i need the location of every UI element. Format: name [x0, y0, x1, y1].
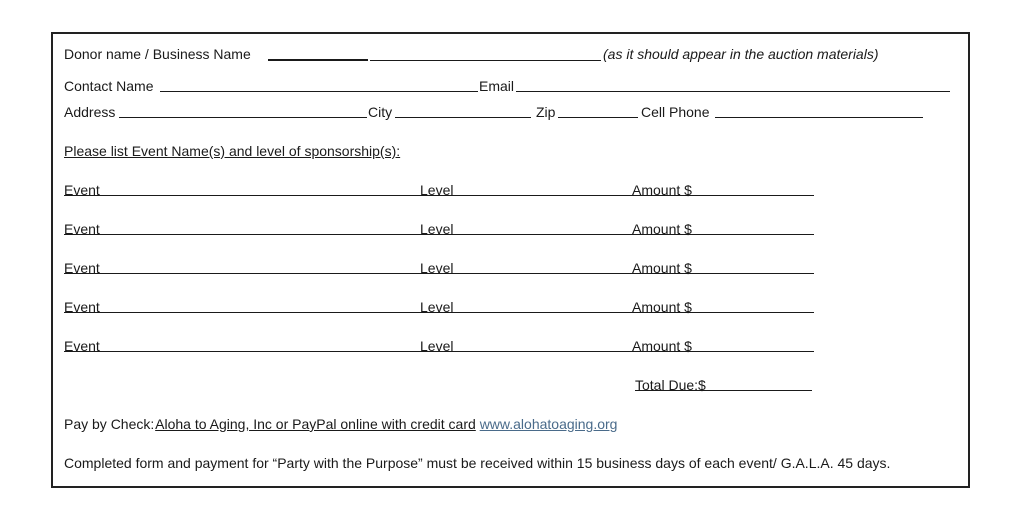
event-label: Event	[64, 221, 100, 237]
address-label: Address	[64, 104, 116, 120]
phone-field-underline[interactable]	[715, 117, 923, 118]
deadline-note: Completed form and payment for “Party with the Purpose” must be received within 15 business days of each event/ G.A.L.A. 45 days.	[64, 455, 891, 471]
zip-field-underline[interactable]	[558, 117, 638, 118]
total-due-label: Total Due:$	[635, 377, 706, 393]
level-label: Level	[420, 338, 454, 354]
event-row-underline[interactable]	[64, 273, 814, 274]
event-row-underline[interactable]	[64, 351, 814, 352]
payment-instructions	[64, 416, 617, 432]
event-row-underline[interactable]	[64, 312, 814, 313]
donor-note: (as it should appear in the auction materials)	[603, 46, 879, 62]
event-label: Event	[64, 260, 100, 276]
city-label: City	[368, 104, 393, 120]
city-field-underline[interactable]	[395, 117, 531, 118]
zip-label: Zip	[536, 104, 556, 120]
amount-label: Amount $	[632, 299, 692, 315]
event-row-underline[interactable]	[64, 234, 814, 235]
amount-label: Amount $	[632, 338, 692, 354]
contact-field-underline[interactable]	[160, 91, 478, 92]
level-label: Level	[420, 182, 454, 198]
event-label: Event	[64, 182, 100, 198]
donor-field-underline-b[interactable]	[370, 60, 601, 61]
event-label: Event	[64, 338, 100, 354]
event-row-underline[interactable]	[64, 195, 814, 196]
sponsorship-heading: Please list Event Name(s) and level of sponsorship(s):	[64, 143, 401, 159]
email-label: Email	[479, 78, 515, 94]
level-label: Level	[420, 299, 454, 315]
level-label: Level	[420, 260, 454, 276]
email-field-underline[interactable]	[516, 91, 950, 92]
level-label: Level	[420, 221, 454, 237]
phone-label: Cell Phone	[641, 104, 710, 120]
amount-label: Amount $	[632, 260, 692, 276]
pay-prefix: Pay by Check:	[64, 416, 155, 432]
event-label: Event	[64, 299, 100, 315]
donor-field-underline-a[interactable]	[268, 59, 368, 61]
amount-label: Amount $	[632, 221, 692, 237]
donor-label: Donor name / Business Name	[64, 46, 251, 62]
contact-label: Contact Name	[64, 78, 154, 94]
total-due-underline[interactable]	[635, 390, 812, 391]
address-field-underline[interactable]	[119, 117, 367, 118]
pay-main: Aloha to Aging, Inc or PayPal online with credit card	[155, 416, 476, 432]
amount-label: Amount $	[632, 182, 692, 198]
website-link[interactable]: www.alohatoaging.org	[479, 416, 618, 432]
